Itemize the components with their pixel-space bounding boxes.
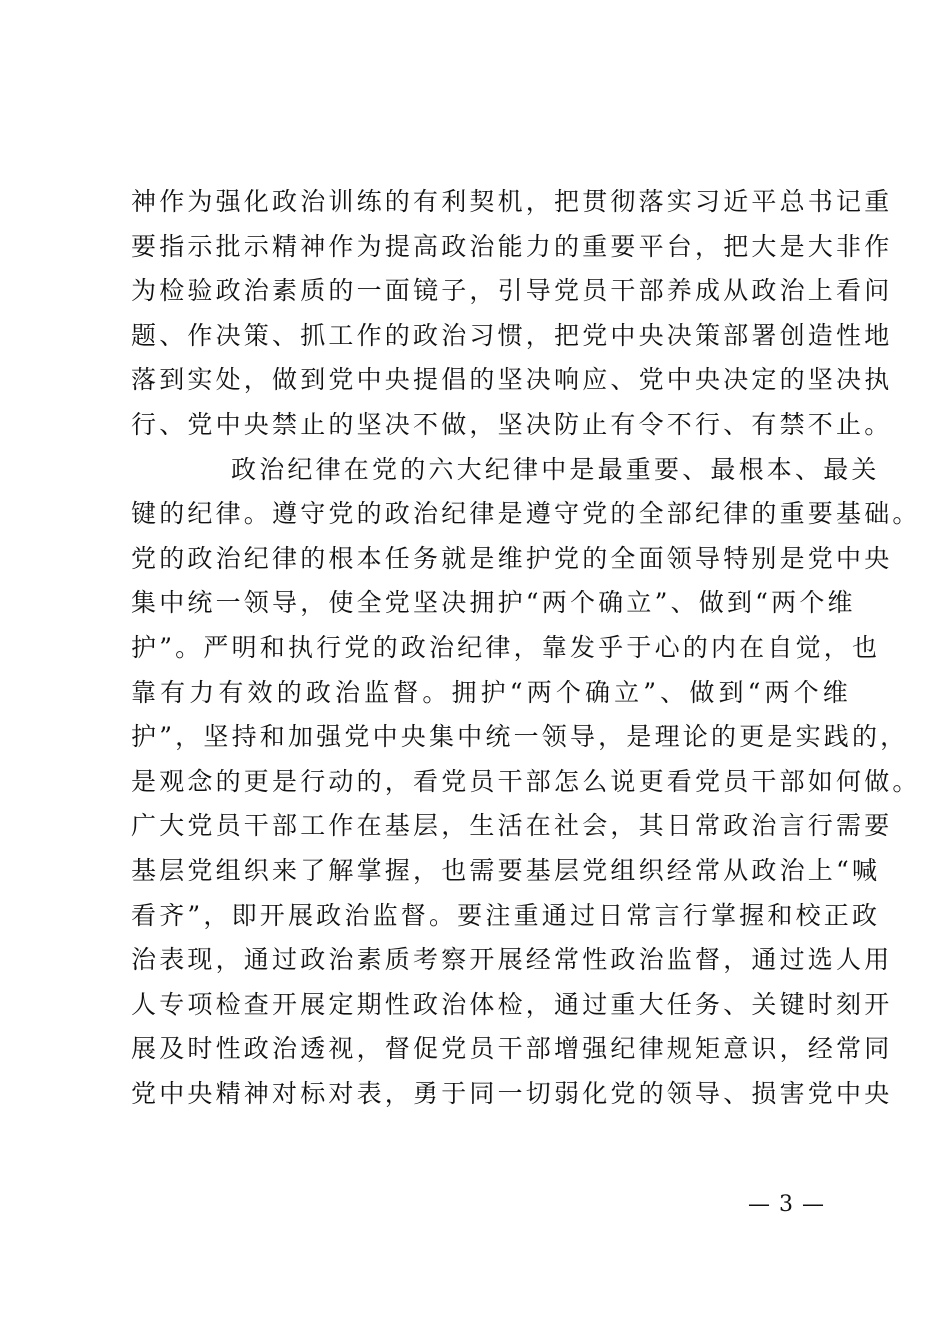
text-line: [131, 626, 881, 671]
text-line: [131, 225, 893, 270]
text-line-content: 为检验政治素质的一面镜子，引导党员干部养成从政治上看问: [131, 276, 893, 306]
text-line-content: 键的纪律。遵守党的政治纪律是遵守党的全部纪律的重要基础。: [131, 499, 921, 529]
text-line-content: 题、作决策、抓工作的政治习惯，把党中央决策部署创造性地: [131, 320, 893, 350]
text-line: [131, 983, 893, 1028]
text-line-content: 看齐”，即开展政治监督。要注重通过日常言行掌握和校正政: [131, 900, 881, 930]
text-line: [131, 760, 921, 805]
text-line-content: 党中央精神对标对表，勇于同一切弱化党的领导、损害党中央: [131, 1078, 893, 1108]
text-line: [131, 715, 909, 760]
text-line: [131, 314, 893, 359]
text-line: [131, 358, 893, 403]
text-line: [131, 1027, 893, 1072]
text-line: [131, 938, 893, 983]
text-line: [131, 1072, 893, 1117]
text-line: [131, 849, 881, 894]
text-line-content: 要指示批示精神作为提高政治能力的重要平台，把大是大非作: [131, 231, 893, 261]
text-line-content: 神作为强化政治训练的有利契机，把贯彻落实习近平总书记重: [131, 187, 893, 216]
text-line: [131, 180, 893, 225]
text-line-content: 展及时性政治透视，督促党员干部增强纪律规矩意识，经常同: [131, 1034, 893, 1064]
page-content: [131, 180, 921, 1116]
text-line: [131, 894, 881, 939]
text-line-content: 基层党组织来了解掌握，也需要基层党组织经常从政治上“喊: [131, 855, 881, 885]
text-line-content: 靠有力有效的政治监督。拥护“两个确立”、做到“两个维: [131, 677, 851, 707]
paragraph-start-line: [131, 448, 880, 493]
page-number: — 3 —: [748, 1192, 825, 1217]
text-line-content: 是观念的更是行动的，看党员干部怎么说更看党员干部如何做。: [131, 766, 921, 796]
text-line: [131, 804, 893, 849]
text-line-content: 护”。严明和执行党的政治纪律，靠发乎于心的内在自觉，也: [131, 632, 881, 662]
text-line-content: 治表现，通过政治素质考察开展经常性政治监督，通过选人用: [131, 945, 893, 975]
text-line-content: 落到实处，做到党中央提倡的坚决响应、党中央决定的坚决执: [131, 365, 893, 395]
text-line: [131, 537, 893, 582]
text-line-content: 集中统一领导，使全党坚决拥护“两个确立”、做到“两个维: [131, 588, 856, 618]
text-line: [131, 581, 856, 626]
text-line-content: 人专项检查开展定期性政治体检，通过重大任务、关键时刻开: [131, 989, 893, 1019]
text-line: [131, 269, 893, 314]
text-line: [131, 403, 893, 448]
text-line-content: 行、党中央禁止的坚决不做，坚决防止有令不行、有禁不止。: [131, 409, 893, 439]
text-line-content: 广大党员干部工作在基层，生活在社会，其日常政治言行需要: [131, 811, 893, 841]
text-line-content: 党的政治纪律的根本任务就是维护党的全面领导特别是党中央: [131, 543, 893, 573]
text-line: [131, 492, 921, 537]
text-line: [131, 671, 851, 716]
text-line-content: 护”，坚持和加强党中央集中统一领导，是理论的更是实践的，: [131, 722, 909, 752]
text-line-content: 政治纪律在党的六大纪律中是最重要、最根本、最关: [231, 454, 880, 484]
